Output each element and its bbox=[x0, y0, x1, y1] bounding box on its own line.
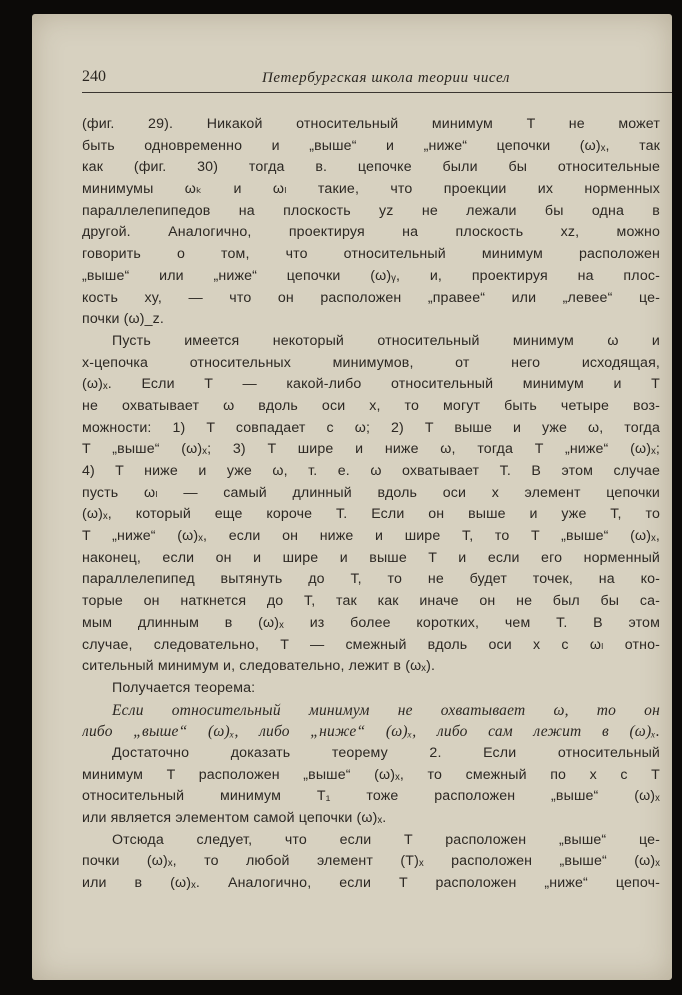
text-line: говорить о том, что относительный минимум расположен bbox=[82, 246, 660, 263]
text-line: Отсюда следует, что если T расположен „выше“ це- bbox=[112, 831, 660, 848]
page-number: 240 bbox=[82, 68, 106, 85]
text-line: (ω)ₓ, который еще короче T. Если он выше и уже T, то bbox=[82, 506, 660, 523]
text-line: пусть ωₗ — самый длинный вдоль оси x элемент цепочки bbox=[82, 484, 660, 501]
text-line: можности: 1) T совпадает с ω; 2) T выше и уже ω, тогда bbox=[82, 419, 660, 436]
text-line: T „ниже“ (ω)ₓ, если он ниже и шире T, то T „выше“ (ω)ₓ, bbox=[82, 528, 660, 545]
text-line: мым длинным в (ω)ₓ из более коротких, чем T. В этом bbox=[82, 614, 660, 631]
text-line: наконец, если он и шире и выше T и если его норменный bbox=[82, 549, 660, 566]
text-line: (ω)ₓ. Если T — какой-либо относительный минимум и T bbox=[82, 376, 660, 393]
text-line: параллелепипед вытянуть до T, то не будет точек, на ко- bbox=[82, 571, 660, 588]
text-line: или является элементом самой цепочки (ω)ₓ. bbox=[82, 810, 387, 826]
text-line: сительный минимум и, следовательно, лежит в (ωₓ). bbox=[82, 658, 436, 675]
text-line: торые он наткнется до T, так как иначе он не был бы са- bbox=[82, 593, 660, 610]
text-line: (фиг. 29). Никакой относительный минимум T не может bbox=[82, 116, 660, 132]
text-line: Пусть имеется некоторый относительный минимум ω и bbox=[112, 332, 660, 349]
text-line: кость xy, — что он расположен „правее“ или „левее“ це- bbox=[82, 289, 660, 306]
text-line: минимумы ωₖ и ωₗ такие, что проекции их норменных bbox=[82, 181, 660, 198]
text-line: или в (ω)ₓ. Аналогично, если T расположен „ниже“ цепоч- bbox=[82, 875, 660, 892]
text-line: T „выше“ (ω)ₓ; 3) T шире и ниже ω, тогда T „ниже“ (ω)ₓ; bbox=[82, 441, 660, 458]
body-text bbox=[82, 114, 660, 895]
text-line: „выше“ или „ниже“ цепочки (ω)ᵧ, и, проектируя на плос- bbox=[82, 267, 660, 284]
text-line: параллелепипедов на плоскость yz не лежали бы одна в bbox=[82, 202, 660, 219]
text-line: случае, следовательно, T — смежный вдоль оси x с ωₗ отно- bbox=[82, 636, 660, 653]
text-line: другой. Аналогично, проектируя на плоскость xz, можно bbox=[82, 224, 660, 241]
theorem-line: Если относительный минимум не охватывает ω, то он bbox=[112, 701, 660, 719]
running-title: Петербургская школа теории чисел bbox=[262, 70, 511, 86]
text-line: x-цепочка относительных минимумов, от него исходящая, bbox=[82, 354, 660, 371]
text-line: относительный минимум T₁ тоже расположен „выше“ (ω)ₓ bbox=[82, 788, 660, 805]
text-line: почки (ω)ₓ, то любой элемент (T)ₓ расположен „выше“ (ω)ₓ bbox=[82, 853, 660, 870]
text-line: как (фиг. 30) тогда в. цепочке были бы относительные bbox=[82, 159, 660, 176]
text-line: Получается теорема: bbox=[112, 679, 256, 696]
text-line: быть одновременно и „выше“ и „ниже“ цепочки (ω)ₓ, так bbox=[82, 137, 660, 154]
book-page bbox=[32, 14, 672, 980]
page-header bbox=[82, 62, 672, 93]
text-line: Достаточно доказать теорему 2. Если относительный bbox=[112, 744, 660, 761]
text-line: минимум T расположен „выше“ (ω)ₓ, то смежный по x с T bbox=[82, 766, 660, 783]
text-line: 4) T ниже и уже ω, т. е. ω охватывает T. В этом случае bbox=[82, 463, 660, 479]
text-line: не охватывает ω вдоль оси x, то могут быть четыре воз- bbox=[82, 397, 660, 414]
text-line: почки (ω)_z. bbox=[82, 311, 164, 328]
theorem-line: либо „выше“ (ω)ₓ, либо „ниже“ (ω)ₓ, либо сам лежит в (ω)ₓ. bbox=[82, 723, 660, 741]
